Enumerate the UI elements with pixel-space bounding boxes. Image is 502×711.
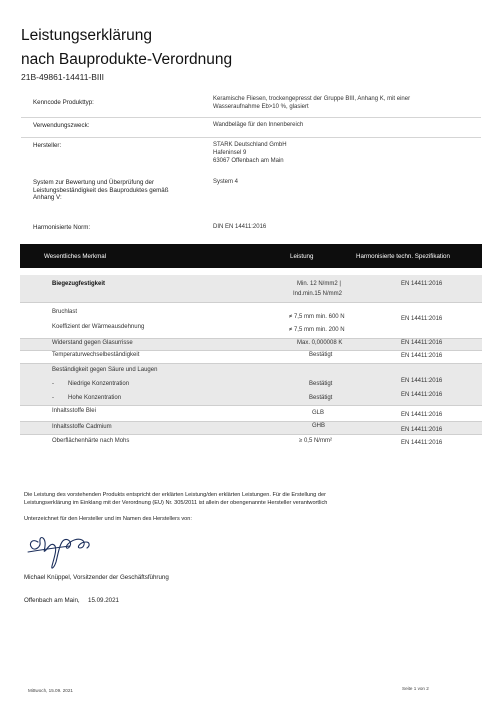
table-cell-merkmal: Widerstand gegen Glasurrisse [52, 340, 133, 346]
table-cell-leistung: Bestätigt [309, 381, 333, 387]
table-cell-spezifikation: EN 14411:2016 [401, 316, 443, 322]
table-cell-leistung: Ind.min.15 N/mm2 [293, 291, 343, 297]
kenncode-label: Kenncode Produkttyp: [33, 99, 94, 106]
table-cell-leistung: GLB [312, 410, 325, 416]
verwendung-value: Wandbeläge für den Innenbereich [213, 122, 304, 128]
separator [21, 117, 481, 118]
table-cell-spezifikation: EN 14411:2016 [401, 281, 443, 287]
row-divider [20, 434, 482, 435]
table-cell-leistung: GHB [312, 423, 326, 429]
hersteller-line-3: 63067 Offenbach am Main [213, 158, 284, 164]
row-divider [20, 338, 482, 339]
signatory-name: Michael Knüppel, Vorsitzender der Geschäftsführung [24, 574, 169, 581]
table-cell-leistung: Max. 0,000008 K [297, 340, 343, 346]
document-number: 21B-49861-14411-BIII [21, 72, 105, 82]
table-cell-spezifikation: EN 14411:2016 [401, 412, 443, 418]
row-divider [20, 363, 482, 364]
hersteller-label: Hersteller: [33, 142, 62, 149]
verwendung-label: Verwendungszweck: [33, 122, 90, 129]
table-cell-leistung: Bestätigt [309, 395, 333, 401]
table-cell-leistung: ≠ 7,5 mm min. 600 N [289, 314, 345, 320]
document-subtitle: nach Bauprodukte-Verordnung [21, 51, 233, 68]
table-cell-leistung: Bestätigt [309, 352, 333, 358]
table-cell-merkmal: Temperaturwechselbeständigkeit [52, 352, 140, 358]
table-cell-leistung: ≠ 7,5 mm min. 200 N [289, 327, 345, 333]
system-label: System zur Bewertung und Überprüfung der Leistungsbeständigkeit des Bauproduktes gemäß Anhang V: [33, 179, 169, 202]
system-value: System 4 [213, 179, 239, 185]
hersteller-line-1: STARK Deutschland GmbH [213, 142, 287, 148]
table-cell-spezifikation: EN 14411:2016 [401, 392, 443, 398]
table-cell-spezifikation: EN 14411:2016 [401, 427, 443, 433]
table-cell-merkmal: Inhaltsstoffe Blei [52, 408, 96, 414]
table-cell-merkmal: Oberflächenhärte nach Mohs [52, 438, 130, 444]
table-cell-merkmal: Koeffizient der Wärmeausdehnung [52, 324, 145, 330]
table-cell-merkmal: Biegezugfestigkeit [52, 281, 106, 287]
table-cell-bullet: - [52, 395, 54, 401]
table-cell-spezifikation: EN 14411:2016 [401, 353, 443, 359]
norm-value: DIN EN 14411:2016 [213, 224, 267, 230]
hersteller-line-2: Hafeninsel 9 [213, 150, 247, 156]
footer-date: Mittwoch, 15.09. 2021 [28, 688, 73, 693]
column-header-merkmal: Wesentliches Merkmal [44, 253, 107, 260]
row-divider [20, 350, 482, 351]
table-cell-leistung: ≥ 0,5 N/mm² [299, 438, 332, 444]
norm-label: Harmonisierte Norm: [33, 224, 91, 231]
table-cell-spezifikation: EN 14411:2016 [401, 440, 443, 446]
column-header-leistung: Leistung [290, 253, 314, 260]
declaration-line-2: Leistungserklärung im Einklang mit der Verordnung (EU) Nr. 305/2011 ist allein der obengenannte Hersteller verantwortlich [24, 500, 328, 506]
table-cell-merkmal: Inhaltsstoffe Cadmium [52, 424, 112, 430]
table-cell-spezifikation: EN 14411:2016 [401, 340, 443, 346]
signature-date: 15.09.2021 [88, 597, 119, 604]
table-cell-merkmal: Hohe Konzentration [68, 395, 122, 401]
kenncode-value: Keramische Fliesen, trockengepresst der Gruppe BIII, Anhang K, mit einer Wasseraufnahme Eb>10 %, glasiert [213, 96, 411, 110]
table-cell-merkmal: Beständigkeit gegen Säure und Laugen [52, 367, 158, 373]
column-header-spezifikation: Harmonisierte techn. Spezifikation [356, 253, 450, 260]
table-cell-leistung: Min. 12 N/mm2 | [297, 281, 341, 287]
separator [21, 137, 481, 138]
table-cell-merkmal: Bruchlast [52, 309, 78, 315]
handwritten-signature [24, 528, 104, 572]
signature-place: Offenbach am Main, [24, 597, 80, 604]
table-cell-bullet: - [52, 381, 54, 387]
document-title: Leistungserklärung [21, 27, 152, 44]
table-row-band [20, 275, 482, 302]
page-number: Seite 1 von 2 [402, 686, 429, 691]
declaration-line-1: Die Leistung des vorstehenden Produkts entspricht der erklärten Leistung/den erklärten Leistungen. Für die Erstellung der [24, 492, 326, 498]
table-cell-spezifikation: EN 14411:2016 [401, 378, 443, 384]
row-divider [20, 421, 482, 422]
table-cell-merkmal: Niedrige Konzentration [68, 381, 130, 387]
signed-for-text: Unterzeichnet für den Hersteller und im Namen des Herstellers von: [24, 516, 192, 522]
row-divider [20, 302, 482, 303]
row-divider [20, 405, 482, 406]
